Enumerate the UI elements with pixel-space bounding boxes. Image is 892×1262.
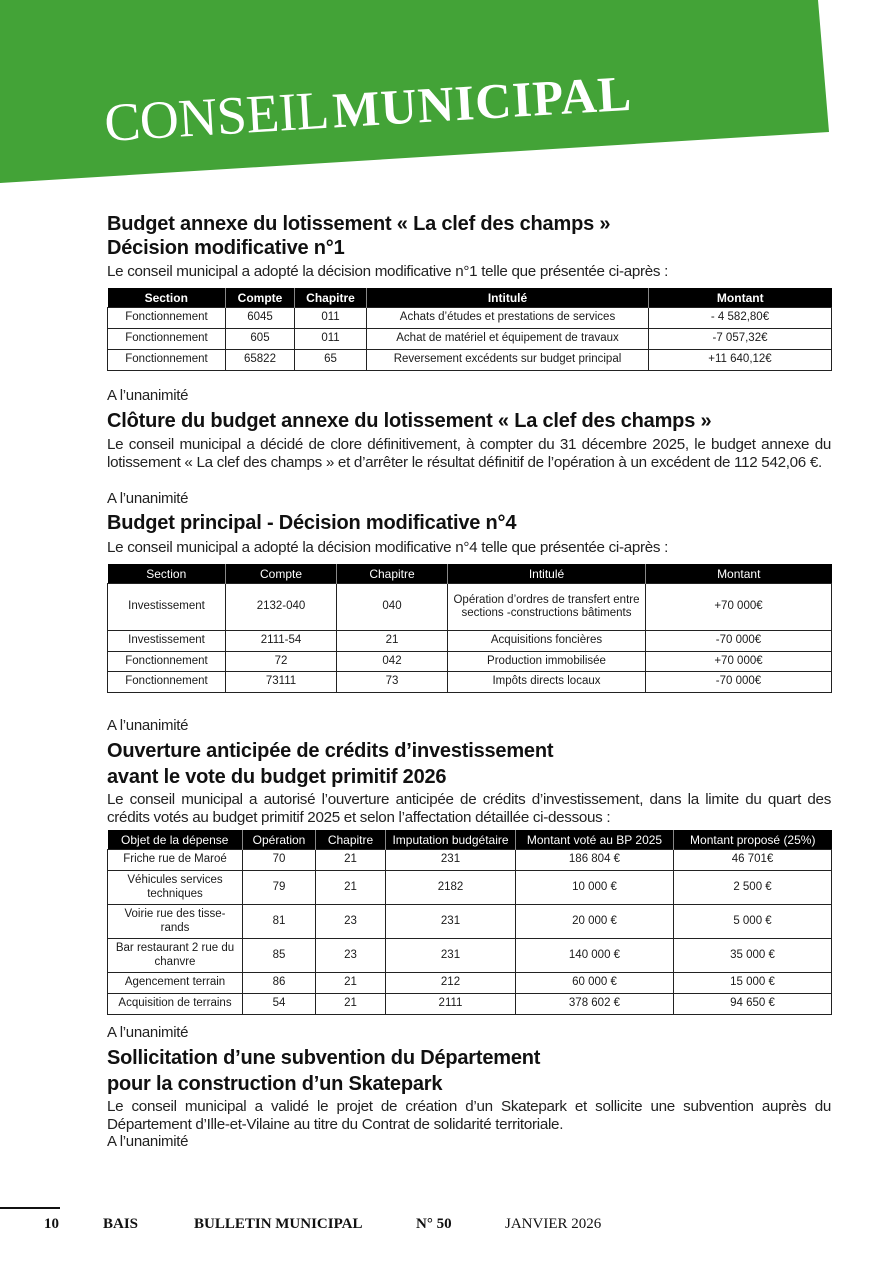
table-dm4 xyxy=(107,564,832,693)
column-header: Compte xyxy=(226,288,295,308)
cell-intitule: Achat de matériel et équipement de travaux xyxy=(367,329,649,350)
cell-imputation: 231 xyxy=(386,850,516,871)
cell-intitule: Production immobilisée xyxy=(448,651,646,672)
cell-montant-vote: 378 602 € xyxy=(516,994,674,1015)
column-header: Chapitre xyxy=(337,564,448,584)
cell-section: Fonctionnement xyxy=(108,308,226,329)
section-title-ouverture-credits xyxy=(107,738,553,790)
cell-section: Fonctionnement xyxy=(108,651,226,672)
table-row xyxy=(108,672,832,693)
column-header: Intitulé xyxy=(367,288,649,308)
cell-chapitre: 042 xyxy=(337,651,448,672)
cell-objet: Acquisition de terrains xyxy=(108,994,243,1015)
cell-intitule: Reversement excédents sur budget principal xyxy=(367,350,649,371)
vote-result: A l’unanimité xyxy=(107,1024,189,1041)
section-title-line: pour la construction d’un Skatepark xyxy=(107,1073,443,1095)
cell-compte: 2111-54 xyxy=(226,631,337,652)
table-header-row xyxy=(108,830,832,850)
cell-operation: 86 xyxy=(243,973,316,994)
cell-compte: 2132-040 xyxy=(226,584,337,631)
cell-intitule: Acquisitions foncières xyxy=(448,631,646,652)
cell-operation: 81 xyxy=(243,905,316,939)
page-footer xyxy=(0,1216,892,1236)
table-header-row xyxy=(108,288,832,308)
table-row xyxy=(108,973,832,994)
footer-issue: N° 50 xyxy=(416,1216,452,1232)
cell-montant-vote: 186 804 € xyxy=(516,850,674,871)
cell-compte: 6045 xyxy=(226,308,295,329)
table-row xyxy=(108,850,832,871)
cell-chapitre: 23 xyxy=(316,939,386,973)
column-header: Montant voté au BP 2025 xyxy=(516,830,674,850)
section-intro: Le conseil municipal a autorisé l’ouverture anticipée de crédits d’investissement, dans la limite du quart des crédits votés au budget primitif 2025 et selon l’affectation détaillée ci-dessous : xyxy=(107,791,831,826)
table-header-row xyxy=(108,564,832,584)
cell-imputation: 2111 xyxy=(386,994,516,1015)
column-header: Section xyxy=(108,564,226,584)
cell-montant-propose: 94 650 € xyxy=(674,994,832,1015)
cell-montant: -7 057,32€ xyxy=(649,329,832,350)
cell-montant: +70 000€ xyxy=(646,584,832,631)
cell-chapitre: 011 xyxy=(295,329,367,350)
cell-montant-propose: 35 000 € xyxy=(674,939,832,973)
table-ouverture-credits xyxy=(107,830,832,1015)
column-header: Imputation budgétaire xyxy=(386,830,516,850)
cell-imputation: 231 xyxy=(386,939,516,973)
cell-objet: Véhicules services techniques xyxy=(108,871,243,905)
table-row xyxy=(108,871,832,905)
cell-operation: 79 xyxy=(243,871,316,905)
column-header: Montant xyxy=(646,564,832,584)
cell-montant: +11 640,12€ xyxy=(649,350,832,371)
cell-objet: Agencement terrain xyxy=(108,973,243,994)
table-row xyxy=(108,584,832,631)
page-number: 10 xyxy=(44,1216,59,1232)
cell-chapitre: 73 xyxy=(337,672,448,693)
column-header: Montant xyxy=(649,288,832,308)
cell-intitule: Opération d’ordres de transfert entre sections -constructions bâtiments xyxy=(448,584,646,631)
cell-operation: 85 xyxy=(243,939,316,973)
column-header: Opération xyxy=(243,830,316,850)
section-title-subvention-skatepark xyxy=(107,1045,540,1097)
cell-chapitre: 21 xyxy=(337,631,448,652)
cell-montant: +70 000€ xyxy=(646,651,832,672)
cell-imputation: 2182 xyxy=(386,871,516,905)
cell-montant-vote: 140 000 € xyxy=(516,939,674,973)
section-title-budget-principal-dm4: Budget principal - Décision modificative n°4 xyxy=(107,512,517,534)
cell-montant: - 4 582,80€ xyxy=(649,308,832,329)
cell-compte: 605 xyxy=(226,329,295,350)
section-intro: Le conseil municipal a adopté la décision modificative n°1 telle que présentée ci-après : xyxy=(107,263,669,280)
column-header: Intitulé xyxy=(448,564,646,584)
cell-montant: -70 000€ xyxy=(646,672,832,693)
cell-objet: Voirie rue des tisse-rands xyxy=(108,905,243,939)
cell-montant-propose: 2 500 € xyxy=(674,871,832,905)
table-row xyxy=(108,994,832,1015)
cell-chapitre: 21 xyxy=(316,994,386,1015)
cell-section: Fonctionnement xyxy=(108,350,226,371)
cell-operation: 54 xyxy=(243,994,316,1015)
cell-montant-vote: 20 000 € xyxy=(516,905,674,939)
table-row xyxy=(108,329,832,350)
footer-publication: BULLETIN MUNICIPAL xyxy=(194,1216,363,1232)
table-row xyxy=(108,631,832,652)
cell-chapitre: 21 xyxy=(316,850,386,871)
column-header: Compte xyxy=(226,564,337,584)
cell-objet: Friche rue de Maroé xyxy=(108,850,243,871)
cell-compte: 73111 xyxy=(226,672,337,693)
cell-montant-vote: 10 000 € xyxy=(516,871,674,905)
section-title-line: Sollicitation d’une subvention du Département xyxy=(107,1047,541,1069)
section-title-budget-annexe-dm1 xyxy=(107,212,610,260)
footer-town: BAIS xyxy=(103,1216,139,1232)
table-dm1 xyxy=(107,288,832,371)
cell-chapitre: 011 xyxy=(295,308,367,329)
cell-montant: -70 000€ xyxy=(646,631,832,652)
section-title-line: Décision modificative n°1 xyxy=(107,237,345,259)
column-header: Chapitre xyxy=(295,288,367,308)
table-row xyxy=(108,651,832,672)
cell-montant-propose: 46 701€ xyxy=(674,850,832,871)
section-title-line: Ouverture anticipée de crédits d’investissement xyxy=(107,740,554,762)
cell-montant-propose: 15 000 € xyxy=(674,973,832,994)
section-intro: Le conseil municipal a adopté la décision modificative n°4 telle que présentée ci-après : xyxy=(107,539,669,556)
table-row xyxy=(108,939,832,973)
cell-operation: 70 xyxy=(243,850,316,871)
cell-objet: Bar restaurant 2 rue du chanvre xyxy=(108,939,243,973)
cell-compte: 65822 xyxy=(226,350,295,371)
section-title-line: Budget annexe du lotissement « La clef des champs » xyxy=(107,213,611,235)
column-header: Montant proposé (25%) xyxy=(674,830,832,850)
table-row xyxy=(108,905,832,939)
footer-date: JANVIER 2026 xyxy=(505,1216,602,1232)
cell-imputation: 212 xyxy=(386,973,516,994)
cell-chapitre: 21 xyxy=(316,973,386,994)
header-banner xyxy=(0,0,892,200)
section-title-cloture: Clôture du budget annexe du lotissement « La clef des champs » xyxy=(107,410,712,432)
cell-montant-vote: 60 000 € xyxy=(516,973,674,994)
column-header: Chapitre xyxy=(316,830,386,850)
cell-compte: 72 xyxy=(226,651,337,672)
cell-intitule: Impôts directs locaux xyxy=(448,672,646,693)
cell-section: Fonctionnement xyxy=(108,672,226,693)
cell-chapitre: 21 xyxy=(316,871,386,905)
cell-chapitre: 040 xyxy=(337,584,448,631)
vote-result: A l’unanimité xyxy=(107,1133,189,1150)
vote-result: A l’unanimité xyxy=(107,490,189,507)
page-title-light: CONSEIL xyxy=(102,79,331,153)
cell-montant-propose: 5 000 € xyxy=(674,905,832,939)
footer-rule xyxy=(0,1207,60,1209)
vote-result: A l’unanimité xyxy=(107,387,189,404)
cell-section: Investissement xyxy=(108,584,226,631)
column-header: Objet de la dépense xyxy=(108,830,243,850)
section-body: Le conseil municipal a validé le projet de création d’un Skatepark et sollicite une subvention auprès du Département d’Ille-et-Vilaine au titre du Contrat de solidarité territoriale. xyxy=(107,1098,831,1133)
page-title-bold: MUNICIPAL xyxy=(330,64,634,139)
column-header: Section xyxy=(108,288,226,308)
section-body: Le conseil municipal a décidé de clore définitivement, à compter du 31 décembre 2025, le budget annexe du lotissement « La clef des champs » et d’arrêter le résultat définitif de l’opération à un excédent de 112 542,06 €. xyxy=(107,436,831,471)
cell-section: Fonctionnement xyxy=(108,329,226,350)
cell-intitule: Achats d’études et prestations de services xyxy=(367,308,649,329)
cell-chapitre: 23 xyxy=(316,905,386,939)
cell-chapitre: 65 xyxy=(295,350,367,371)
table-row xyxy=(108,308,832,329)
cell-imputation: 231 xyxy=(386,905,516,939)
table-row xyxy=(108,350,832,371)
section-title-line: avant le vote du budget primitif 2026 xyxy=(107,766,447,788)
vote-result: A l’unanimité xyxy=(107,717,189,734)
cell-section: Investissement xyxy=(108,631,226,652)
